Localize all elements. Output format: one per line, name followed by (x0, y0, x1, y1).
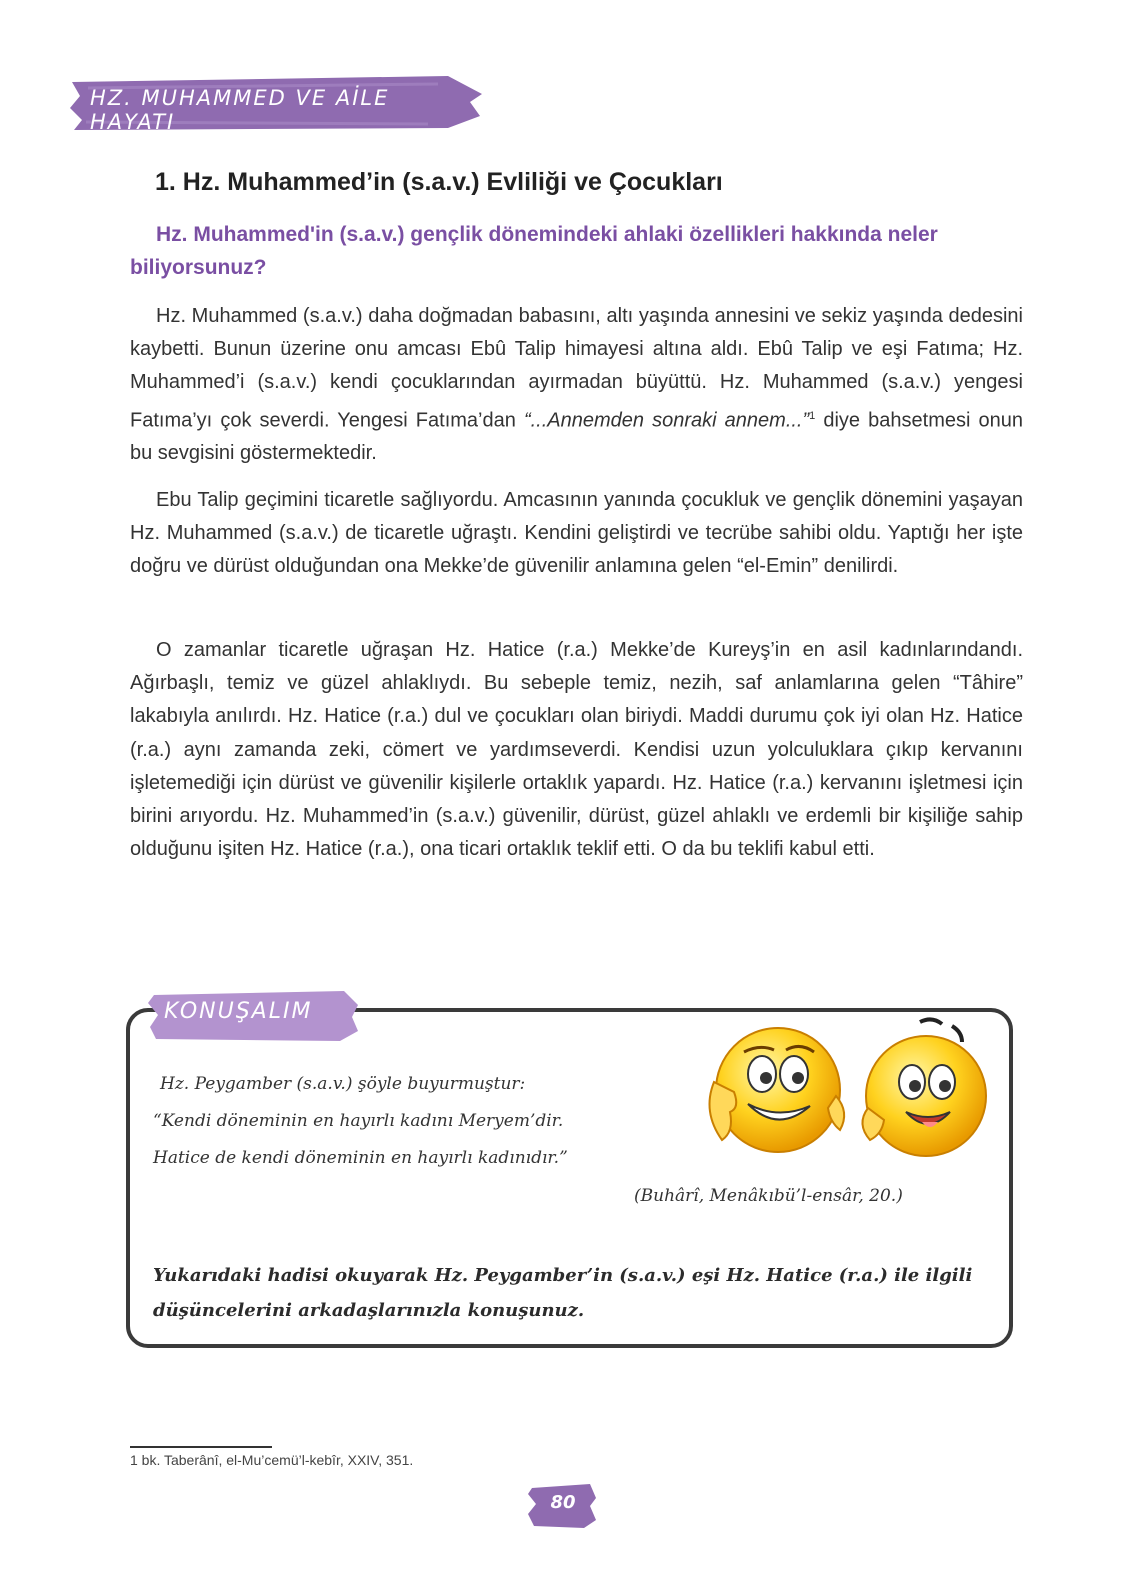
discussion-tab (148, 987, 360, 1043)
page-number: 80 (550, 1492, 576, 1513)
paragraph-1-quote: “...Annemden sonraki annem...” (523, 409, 810, 432)
hadith-line-2: Hatice de kendi döneminin en hayırlı kadınıdır.” (153, 1148, 568, 1168)
hadith-intro: Hz. Peygamber (s.a.v.) şöyle buyurmuştur: (160, 1074, 526, 1094)
footnote-ref: 1 (809, 409, 816, 422)
page-number-badge (528, 1482, 598, 1530)
chapter-banner (68, 72, 483, 134)
hadith-source: (Buhârî, Menâkıbü’l-ensâr, 20.) (634, 1186, 903, 1206)
discussion-task: Yukarıdaki hadisi okuyarak Hz. Peygamber’in (s.a.v.) eşi Hz. Hatice (r.a.) ile ilgili düşüncelerini arkadaşlarınızla konuşunuz. (153, 1265, 973, 1321)
paragraph-3: O zamanlar ticaretle uğraşan Hz. Hatice (r.a.) Mekke’de Kureyş’in en asil kadınlarındandı. Ağırbaşlı, temiz ve güzel ahlaklıydı. Bu sebeple temiz, nezih, saf anlamlarına gelen “Tâhire” lakabıyla anılırdı. Hz. Hatice (r.a.) dul ve çocukları olan biriydi. Maddi durumu çok iyi olan Hz. Hatice (r.a.) aynı zamanda zeki, cömert ve yardımseverdi. Kendisi uzun yolculuklara çıkıp kervanını işletemediği için dürüst ve güvenilir kişilerle ortaklık yapardı. Hz. Hatice (r.a.) kervanını işletmesi için birini arıyordu. Hz. Muhammed’in (s.a.v.) güvenilir, dürüst, güzel ahlaklı ve erdemli bir kişiliğe sahip olduğunu işiten Hz. Hatice (r.a.), ona ticari ortaklık teklif etti. O da bu teklifi kabul etti. (130, 639, 1023, 861)
footnote-divider (130, 1446, 272, 1448)
paragraph-2: Ebu Talip geçimini ticaretle sağlıyordu. Amcasının yanında çocukluk ve gençlik dönemini yaşayan Hz. Muhammed (s.a.v.) de ticaretle uğraştı. Kendini geliştirdi ve tecrübe sahibi oldu. Yaptığı her işte doğru ve dürüst olduğundan ona Mekke’de güvenilir anlamına gelen “el-Emin” denilirdi. (130, 489, 1023, 578)
left-emoji-face (716, 1028, 840, 1152)
hadith-line-1: “Kendi döneminin en hayırlı kadını Meryem’dir. (153, 1111, 564, 1131)
discussion-tab-label: KONUŞALIM (164, 999, 313, 1024)
footnote: 1 bk. Taberânî, el-Mu’cemü’l-kebîr, XXIV, 351. (130, 1452, 414, 1468)
section-title: 1. Hz. Muhammed’in (s.a.v.) Evliliği ve Çocukları (155, 168, 723, 196)
right-emoji-face (866, 1036, 986, 1156)
guiding-question: Hz. Muhammed'in (s.a.v.) gençlik dönemindeki ahlaki özellikleri hakkında neler biliyorsunuz? (130, 223, 938, 279)
chapter-banner-label: HZ. MUHAMMED VE AİLE HAYATI (90, 86, 390, 134)
talking-emoji-icon (700, 1012, 1000, 1172)
paragraph-1-text: Hz. Muhammed (s.a.v.) daha doğmadan babasını, altı yaşında annesini ve sekiz yaşında dedesini kaybetti. Bunun üzerine onu amcası Ebû Talip himayesi altına aldı. Ebû Talip ve eşi Fatıma; Hz. Muhammed’i (s.a.v.) kendi çocuklarından ayırmadan büyüttü. Hz. Muhammed (s.a.v.) yengesi Fatıma’yı çok severdi. Yengesi Fatıma’dan (130, 305, 1023, 432)
paragraph-1-end: diye bahsetmesi onun bu sevgisini göstermektedir. (130, 409, 1023, 465)
paragraph-1 (130, 300, 1023, 471)
